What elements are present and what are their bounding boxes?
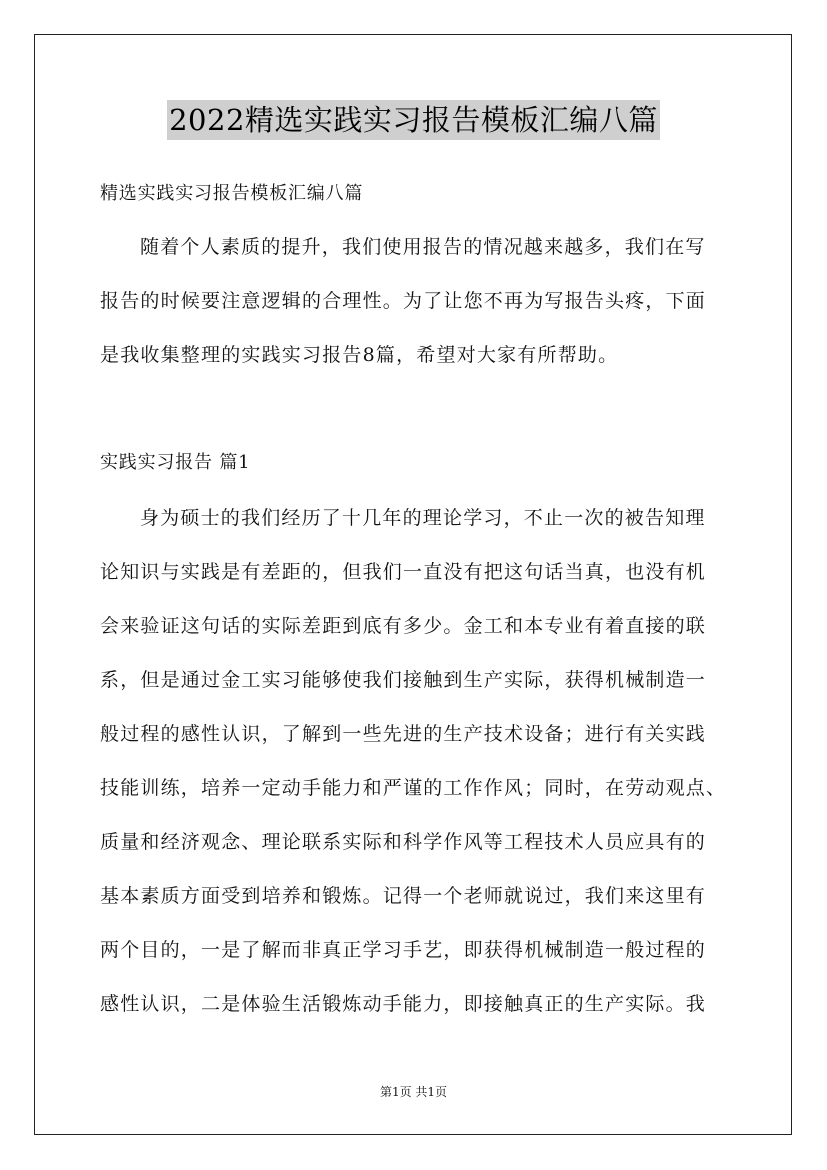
- section-heading: 实践实习报告 篇1: [100, 452, 251, 473]
- body-line: 系，但是通过金工实习能够使我们接触到生产实际，获得机械制造一: [100, 669, 707, 691]
- page-number: 第1页 共1页: [379, 1085, 448, 1099]
- document-subtitle: 精选实践实习报告模板汇编八篇: [100, 183, 364, 204]
- body-line: 两个目的，一是了解而非真正学习手艺，即获得机械制造一般过程的: [100, 939, 707, 961]
- body-line: 技能训练，培养一定动手能力和严谨的工作作风；同时，在劳动观点、: [100, 777, 727, 799]
- body-line: 般过程的感性认识，了解到一些先进的生产技术设备；进行有关实践: [100, 723, 707, 745]
- body-line: 基本素质方面受到培养和锻炼。记得一个老师就说过，我们来这里有: [100, 885, 707, 907]
- intro-line: 报告的时候要注意逻辑的合理性。为了让您不再为写报告头疼，下面: [100, 290, 707, 312]
- body-line: 论知识与实践是有差距的，但我们一直没有把这句话当真，也没有机: [100, 561, 707, 583]
- body-line: 身为硕士的我们经历了十几年的理论学习，不止一次的被告知理: [140, 507, 706, 529]
- intro-line: 随着个人素质的提升，我们使用报告的情况越来越多，我们在写: [140, 236, 706, 258]
- body-line: 感性认识，二是体验生活锻炼动手能力，即接触真正的生产实际。我: [100, 993, 707, 1015]
- intro-paragraph: [100, 220, 740, 382]
- document-title: [0, 100, 827, 140]
- body-paragraph: [100, 491, 740, 1031]
- body-line: 质量和经济观念、理论联系实际和科学作风等工程技术人员应具有的: [100, 831, 707, 853]
- intro-line: 是我收集整理的实践实习报告8篇，希望对大家有所帮助。: [100, 344, 619, 366]
- body-line: 会来验证这句话的实际差距到底有多少。金工和本专业有着直接的联: [100, 615, 707, 637]
- document-title-text: 2022精选实践实习报告模板汇编八篇: [167, 100, 660, 140]
- page-footer: [0, 1082, 827, 1102]
